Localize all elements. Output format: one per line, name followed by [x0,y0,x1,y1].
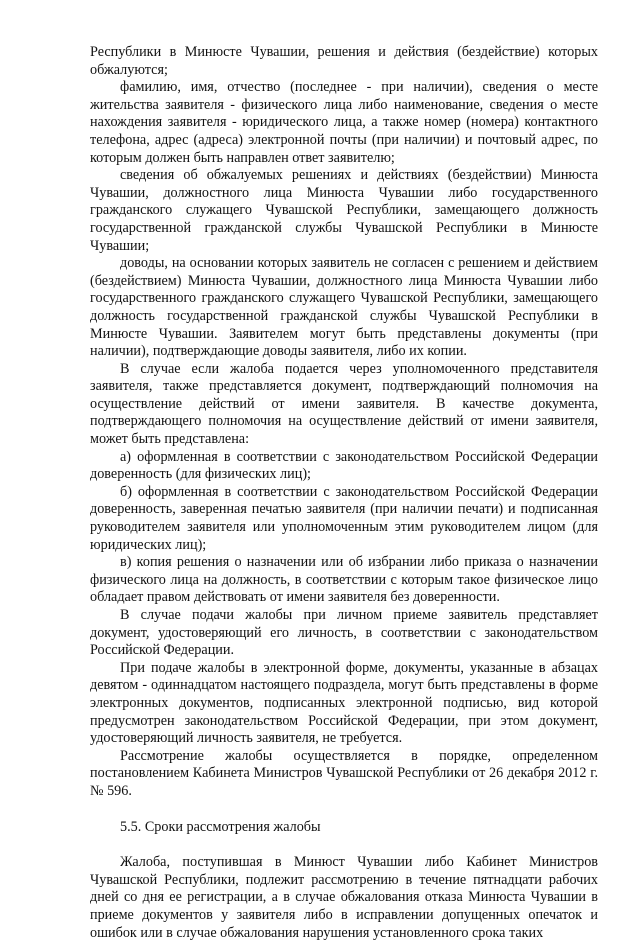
final-paragraph: Жалоба, поступившая в Минюст Чувашии либо Кабинет Министров Чувашской Республики, подлежит рассмотрению в течение пятнадцати рабочих дней со дня ее регистрации, а в случае обжалования отказа Минюста Чувашии в приеме документов у заявителя либо в исправлении допущенных опечаток и ошибок или в случае обжалования нарушения установленного срока таких [90,854,598,941]
paragraph-10: При подаче жалобы в электронной форме, документы, указанные в абзацах девятом - одиннадцатом настоящего подраздела, могут быть представлены в форме электронных документов, подписанных электронной подписью, вид которой предусмотрен законодательством Российской Федерации, при этом документ, удостоверяющий личность заявителя, не требуется. [90,659,598,747]
paragraph-1: Республики в Минюсте Чувашии, решения и действия (бездействие) которых обжалуются; [90,44,598,78]
section-heading: 5.5. Сроки рассмотрения жалобы [120,818,321,835]
paragraph-7: б) оформленная в соответствии с законодательством Российской Федерации доверенность, заверенная печатью заявителя (при наличии печати) и подписанная руководителем заявителя или уполномоченным этим руководителем лицом (для юридических лиц); [90,483,598,553]
paragraph-3: сведения об обжалуемых решениях и действиях (бездействии) Минюста Чувашии, должностного лица Минюста Чувашии либо государственного гражданского служащего Чувашской Республики, замещающего должность государственной гражданской службы Чувашской Республики в Минюсте Чувашии; [90,167,598,254]
paragraph-2: фамилию, имя, отчество (последнее - при наличии), сведения о месте жительства заявителя - физического лица либо наименование, сведения о месте нахождения заявителя - юридического лица, а также номер (номера) контактного телефона, адрес (адреса) электронной почты (при наличии) и почтовый адрес, по которым должен быть направлен ответ заявителю; [90,79,598,166]
document-page [90,44,598,942]
paragraph-11: Рассмотрение жалобы осуществляется в порядке, определенном постановлением Кабинета Министров Чувашской Республики от 26 декабря 2012 г. № 596. [90,747,598,799]
paragraph-8: в) копия решения о назначении или об избрании либо приказа о назначении физического лица на должность, в соответствии с которым такое физическое лицо обладает правом действовать от имени заявителя без доверенности. [90,554,598,606]
paragraph-6: а) оформленная в соответствии с законодательством Российской Федерации доверенность (для физических лиц); [90,448,598,483]
paragraph-9: В случае подачи жалобы при личном приеме заявитель представляет документ, удостоверяющий его личность, в соответствии с законодательством Российской Федерации. [90,607,598,659]
paragraph-5: В случае если жалоба подается через уполномоченного представителя заявителя, также представляется документ, подтверждающий полномочия на осуществление действий от имени заявителя. В качестве документа, подтверждающего полномочия на осуществление действий от имени заявителя, может быть представлена: [90,360,598,448]
paragraph-4: доводы, на основании которых заявитель не согласен с решением и действием (бездействием) Минюста Чувашии, должностного лица Минюста Чувашии либо государственного гражданского служащего Чувашской Республики, замещающего должность государственной гражданской службы Чувашской Республики в Минюсте Чувашии. Заявителем могут быть представлены документы (при наличии), подтверждающие доводы заявителя, либо их копии. [90,255,598,360]
